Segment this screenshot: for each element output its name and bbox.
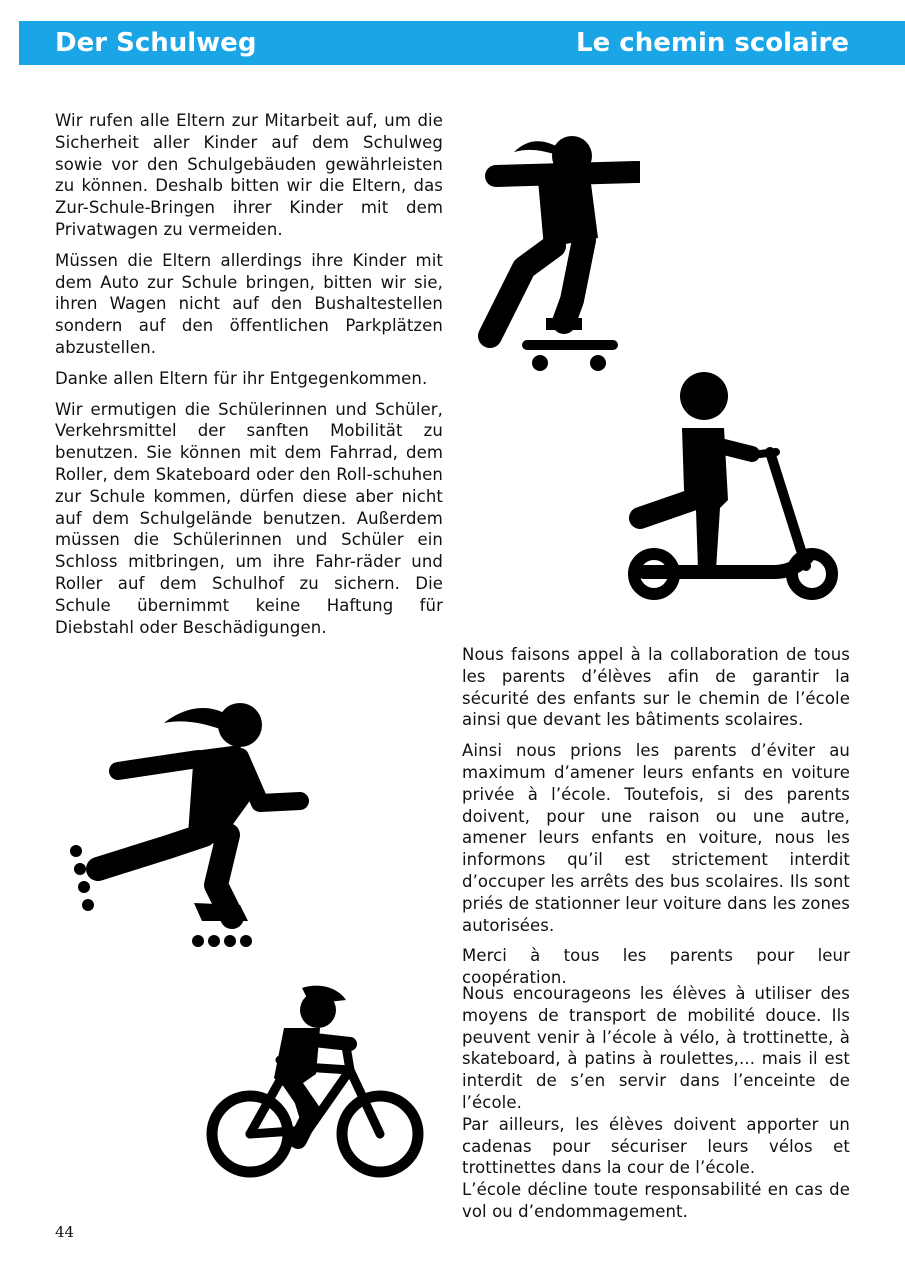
french-paragraph: Merci à tous les parents pour leur coopération. — [462, 946, 850, 988]
german-text — [55, 110, 443, 647]
german-paragraph: Wir ermutigen die Schülerinnen und Schüler, Verkehrsmittel der sanften Mobilität zu benutzen. Sie können mit dem Fahrrad, dem Roller, dem Skateboard oder den Roll-schuhen zur Schule kommen, dürfen diese aber nicht auf dem Schulgelände benutzen. Außerdem müssen die Schülerinnen und Schüler ein Schloss mitbringen, um ihre Fahr-räder und Roller auf dem Schulhof zu sichern. Die Schule übernimmt keine Haftung für Diebstahl oder Beschädigungen. — [55, 399, 443, 637]
title-french: Le chemin scolaire — [576, 28, 849, 58]
page-header — [19, 21, 905, 65]
german-paragraph: Wir rufen alle Eltern zur Mitarbeit auf, um die Sicherheit aller Kinder auf dem Schulweg sowie vor den Schulgebäuden gewährleisten zu können. Deshalb bitten wir die Eltern, das Zur-Schule-Bringen ihrer Kinder mit dem Privatwagen zu vermeiden. — [55, 111, 443, 239]
skateboarder-icon — [470, 118, 640, 378]
page-number: 44 — [55, 1223, 75, 1241]
french-text-mobility — [462, 983, 850, 1223]
german-paragraph: Müssen die Eltern allerdings ihre Kinder mit dem Auto zur Schule bringen, bitten wir sie, ihren Wagen nicht auf den Bushaltestellen sondern auf den öffentlichen Parkplätzen abzustellen. — [55, 250, 443, 357]
french-text-parents — [462, 644, 850, 998]
french-paragraph: L’école décline toute responsabilité en cas de vol ou d’endommagement. — [462, 1180, 850, 1221]
title-german: Der Schulweg — [55, 28, 257, 58]
inline-skater-icon — [64, 695, 309, 955]
scooter-rider-icon — [624, 370, 839, 605]
cyclist-icon — [200, 980, 425, 1190]
german-paragraph: Danke allen Eltern für ihr Entgegenkommen. — [55, 368, 428, 388]
french-paragraph: Nous faisons appel à la collaboration de tous les parents d’élèves afin de garantir la sécurité des enfants sur le chemin de l’école ainsi que devant les bâtiments scolaires. — [462, 645, 850, 730]
french-paragraph: Ainsi nous prions les parents d’éviter au maximum d’amener leurs enfants en voiture privée à l’école. Toutefois, si des parents doivent, pour une raison ou une autre, amener leurs enfants en voiture, nous les informons qu’il est strictement interdit d’occuper les arrêts des bus scolaires. Ils sont priés de stationner leur voiture dans les zones autorisées. — [462, 741, 850, 935]
french-paragraph: Nous encourageons les élèves à utiliser des moyens de transport de mobilité douce. Ils peuvent venir à l’école à vélo, à trottinette, à skateboard, à patins à roulettes,... mais il est interdit de s’en servir dans l’enceinte de l’école. — [462, 984, 850, 1112]
french-paragraph: Par ailleurs, les élèves doivent apporter un cadenas pour sécuriser leurs vélos et trottinettes dans la cour de l’école. — [462, 1114, 850, 1178]
